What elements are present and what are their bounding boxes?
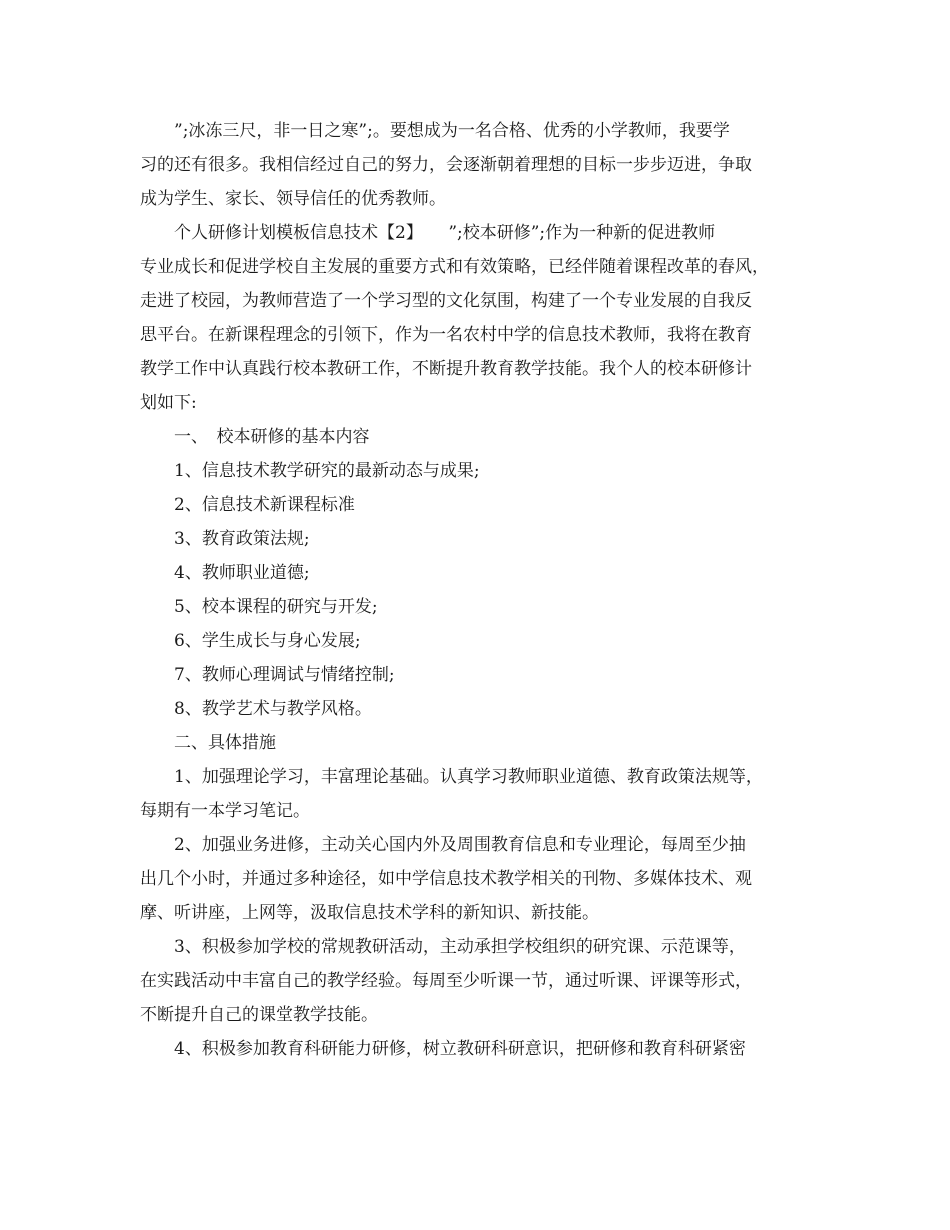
list-item: 6、学生成长与身心发展;	[174, 631, 361, 651]
list-item: 7、教师心理调试与情绪控制;	[174, 665, 395, 685]
text-line: 划如下:	[140, 393, 197, 413]
list-item: 3、教育政策法规;	[174, 529, 310, 549]
text-line: 摩、听讲座，上网等，汲取信息技术学科的新知识、新技能。	[140, 903, 599, 923]
list-item: 8、教学艺术与教学风格。	[174, 699, 372, 719]
text-line: 个人研修计划模板信息技术【2】 ”;校本研修”;作为一种新的促进教师	[174, 223, 716, 243]
text-line: 3、积极参加学校的常规教研活动，主动承担学校组织的研究课、示范课等，	[174, 937, 746, 957]
text-line: ”;冰冻三尺，非一日之寒”;。要想成为一名合格、优秀的小学教师，我要学	[174, 121, 730, 141]
text-line: 出几个小时，并通过多种途径，如中学信息技术教学相关的刊物、多媒体技术、观	[140, 869, 752, 889]
text-line: 1、加强理论学习，丰富理论基础。认真学习教师职业道德、教育政策法规等，	[174, 767, 763, 787]
text-line: 走进了校园，为教师营造了一个学习型的文化氛围，构建了一个专业发展的自我反	[140, 291, 752, 311]
text-line: 成为学生、家长、领导信任的优秀教师。	[140, 189, 446, 209]
text-line: 不断提升自己的课堂教学技能。	[140, 1005, 378, 1025]
text-line: 每期有一本学习笔记。	[140, 801, 310, 821]
list-item: 2、信息技术新课程标准	[174, 495, 355, 515]
list-item: 4、教师职业道德;	[174, 563, 310, 583]
text-line: 专业成长和促进学校自主发展的重要方式和有效策略，已经伴随着课程改革的春风，	[140, 257, 769, 277]
text-line: 4、积极参加教育科研能力研修，树立教研科研意识，把研修和教育科研紧密	[174, 1039, 746, 1059]
section-heading: 一、 校本研修的基本内容	[174, 427, 370, 447]
text-line: 在实践活动中丰富自己的教学经验。每周至少听课一节，通过听课、评课等形式，	[140, 971, 752, 991]
text-line: 习的还有很多。我相信经过自己的努力，会逐渐朝着理想的目标一步步迈进，争取	[140, 155, 752, 175]
text-line: 思平台。在新课程理念的引领下，作为一名农村中学的信息技术教师，我将在教育	[140, 325, 752, 345]
section-heading: 二、具体措施	[174, 733, 276, 753]
list-item: 5、校本课程的研究与开发;	[174, 597, 378, 617]
document-body	[140, 114, 820, 1066]
text-line: 2、加强业务进修，主动关心国内外及周围教育信息和专业理论，每周至少抽	[174, 835, 746, 855]
list-item: 1、信息技术教学研究的最新动态与成果;	[174, 461, 480, 481]
text-line: 教学工作中认真践行校本教研工作，不断提升教育教学技能。我个人的校本研修计	[140, 359, 752, 379]
